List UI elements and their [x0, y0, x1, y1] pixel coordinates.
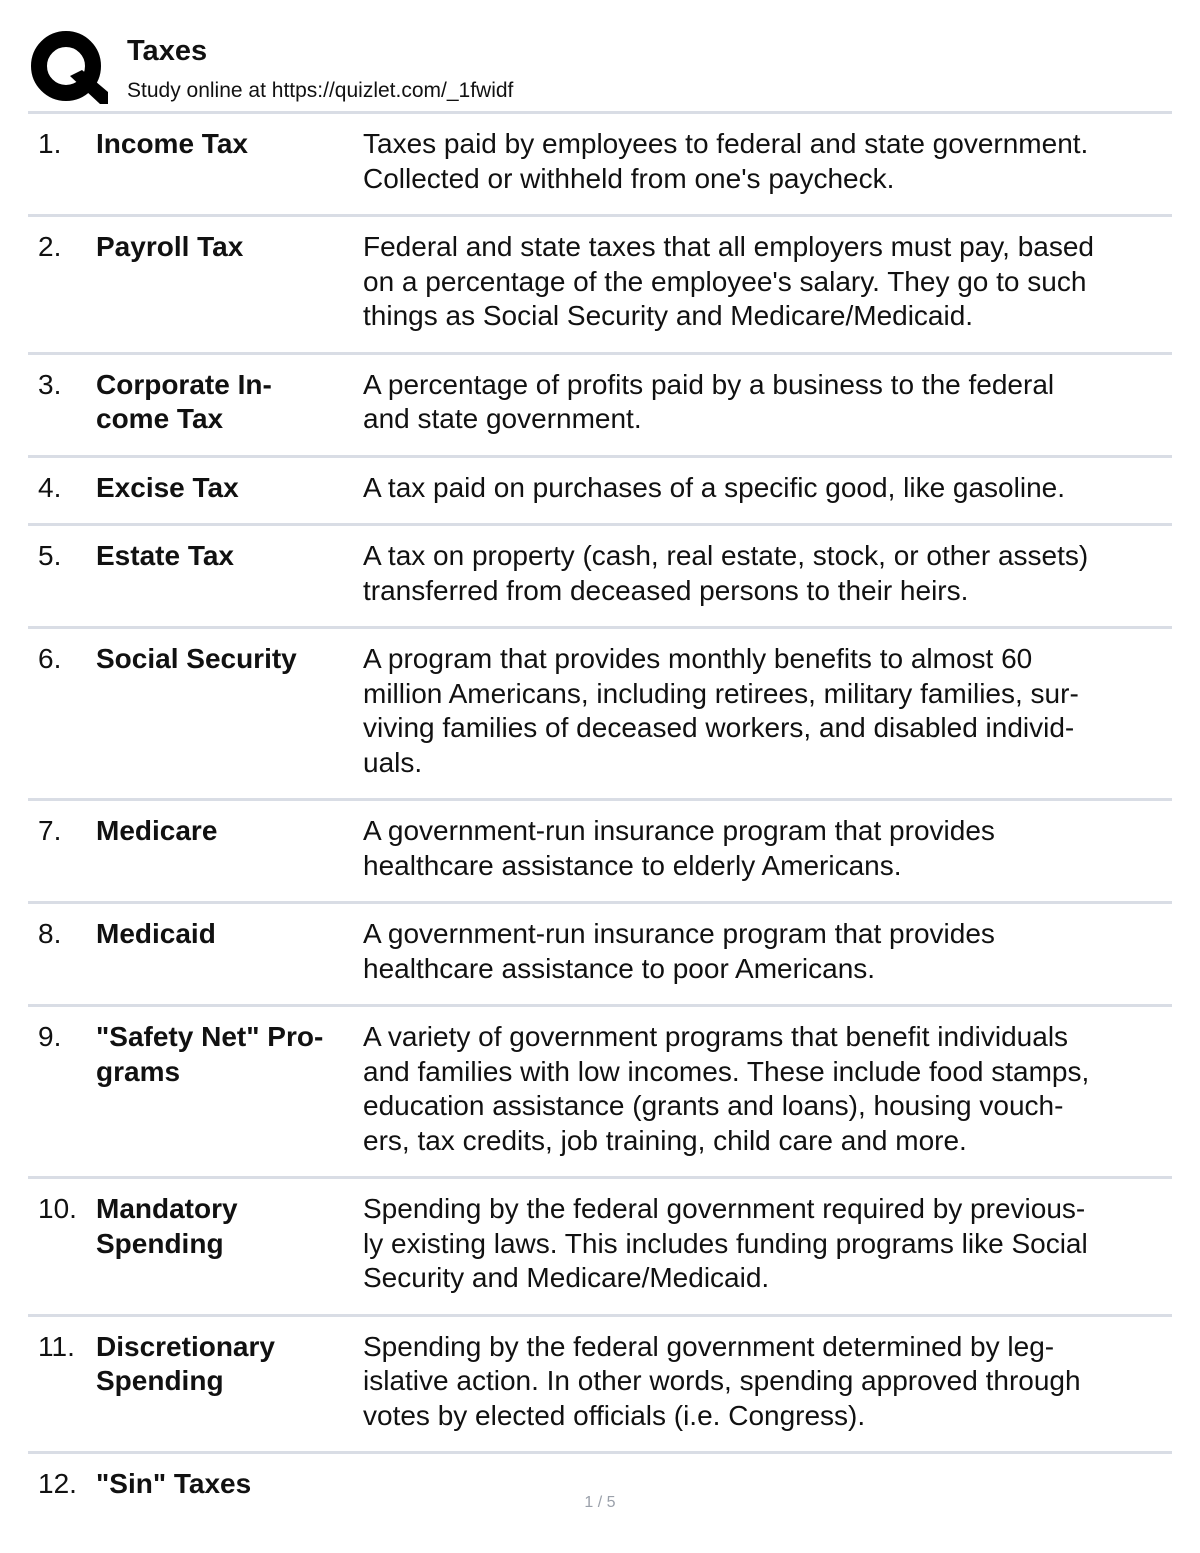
term-name-line: Spending: [96, 1365, 224, 1396]
term-name-line: Medicare: [96, 815, 218, 846]
definition-line: A percentage of profits paid by a business to the federal: [363, 368, 1055, 400]
term-definition: [363, 539, 1163, 608]
term-definition: [363, 368, 1163, 437]
term-definition: [363, 1330, 1163, 1434]
definition-line: A tax paid on purchases of a specific good, like gasoline.: [363, 471, 1065, 503]
term-name: [96, 127, 358, 162]
definition-line: ly existing laws. This includes funding programs like Social: [363, 1227, 1088, 1259]
term-name: [96, 368, 358, 437]
term-number: 2.: [38, 231, 62, 262]
term-name-line: Social Security: [96, 643, 297, 674]
term-row: [28, 217, 1172, 355]
definition-line: islative action. In other words, spending approved through: [363, 1365, 1081, 1396]
definition-line: A government-run insurance program that provides: [363, 815, 995, 846]
definition-line: healthcare assistance to elderly Americans.: [363, 849, 902, 881]
study-online-link[interactable]: Study online at https://quizlet.com/_1fwidf: [127, 79, 514, 102]
definition-line: A variety of government programs that benefit individuals: [363, 1021, 1069, 1052]
definition-line: on a percentage of the employee's salary. They go to such: [363, 265, 1087, 297]
terms-list: [28, 114, 1172, 1523]
definition-line: transferred from deceased persons to their heirs.: [363, 574, 969, 606]
term-number: 3.: [38, 368, 62, 400]
term-row: [28, 526, 1172, 629]
definition-line: things as Social Security and Medicare/Medicaid.: [363, 300, 974, 331]
term-name-line: Income Tax: [96, 128, 248, 159]
page-number: 1 / 5: [584, 1494, 616, 1511]
definition-line: Taxes paid by employees to federal and state government.: [363, 128, 1089, 159]
document-header: [28, 28, 1172, 112]
definition-line: million Americans, including retirees, military families, sur-: [363, 677, 1079, 709]
term-name: [96, 1192, 358, 1261]
definition-line: and state government.: [363, 403, 642, 434]
definition-line: education assistance (grants and loans), housing vouch-: [363, 1090, 1064, 1121]
definition-line: Spending by the federal government required by previous-: [363, 1193, 1086, 1224]
term-name: [96, 642, 358, 677]
definition-line: healthcare assistance to poor Americans.: [363, 952, 876, 984]
term-name-line: Spending: [96, 1227, 224, 1259]
definition-line: votes by elected officials (i.e. Congress).: [363, 1399, 866, 1431]
definition-line: A program that provides monthly benefits to almost 60: [363, 643, 1033, 674]
term-row: [28, 1454, 1172, 1523]
term-row: [28, 1007, 1172, 1179]
term-number: 5.: [38, 540, 62, 571]
term-definition: [363, 127, 1163, 196]
term-definition: [363, 230, 1163, 334]
term-name-line: Medicaid: [96, 918, 216, 949]
term-row: [28, 1179, 1172, 1317]
term-name-line: Discretionary: [96, 1330, 275, 1362]
definition-line: viving families of deceased workers, and disabled individ-: [363, 712, 1075, 743]
definition-line: A tax on property (cash, real estate, stock, or other assets): [363, 540, 1089, 571]
term-row: [28, 801, 1172, 904]
term-name: [96, 917, 358, 952]
term-name: [96, 230, 358, 265]
term-row: [28, 629, 1172, 801]
term-number: 8.: [38, 918, 62, 949]
term-name: [96, 814, 358, 849]
definition-line: and families with low incomes. These include food stamps,: [363, 1055, 1090, 1087]
term-name: [96, 1330, 358, 1399]
definition-line: ers, tax credits, job training, child care and more.: [363, 1124, 967, 1156]
term-definition: [363, 471, 1163, 506]
term-row: [28, 114, 1172, 217]
term-name-line: "Sin" Taxes: [96, 1468, 252, 1499]
term-number: 12.: [38, 1468, 77, 1499]
term-number: 6.: [38, 643, 62, 674]
definition-line: Collected or withheld from one's paycheck.: [363, 162, 895, 194]
term-name-line: come Tax: [96, 403, 224, 434]
term-definition: [363, 814, 1163, 883]
term-name-line: "Safety Net" Pro-: [96, 1021, 324, 1052]
page-title: Taxes: [127, 35, 208, 67]
term-name-line: grams: [96, 1055, 181, 1087]
term-number: 9.: [38, 1021, 62, 1052]
term-row: [28, 904, 1172, 1007]
term-name-line: Estate Tax: [96, 540, 234, 571]
definition-line: Spending by the federal government determined by leg-: [363, 1330, 1055, 1362]
term-name: [96, 539, 358, 574]
term-number: 7.: [38, 815, 62, 846]
definition-line: uals.: [363, 746, 423, 778]
term-number: 4.: [38, 471, 62, 503]
term-name: [96, 1020, 358, 1089]
term-row: [28, 355, 1172, 458]
definition-line: A government-run insurance program that provides: [363, 918, 995, 949]
term-number: 11.: [38, 1330, 75, 1362]
definition-line: Federal and state taxes that all employers must pay, based: [363, 231, 1094, 262]
term-name-line: Payroll Tax: [96, 231, 244, 262]
term-number: 10.: [38, 1193, 77, 1224]
term-name: [96, 471, 358, 506]
term-name-line: Excise Tax: [96, 471, 239, 503]
term-definition: [363, 642, 1163, 780]
term-number: 1.: [38, 128, 62, 159]
term-row: [28, 458, 1172, 527]
term-definition: [363, 1020, 1163, 1158]
term-definition: [363, 917, 1163, 986]
term-name-line: Corporate In-: [96, 368, 272, 400]
term-definition: [363, 1192, 1163, 1296]
term-row: [28, 1317, 1172, 1455]
term-name-line: Mandatory: [96, 1193, 238, 1224]
quizlet-q-logo-icon: [30, 30, 108, 108]
definition-line: Security and Medicare/Medicaid.: [363, 1262, 770, 1293]
